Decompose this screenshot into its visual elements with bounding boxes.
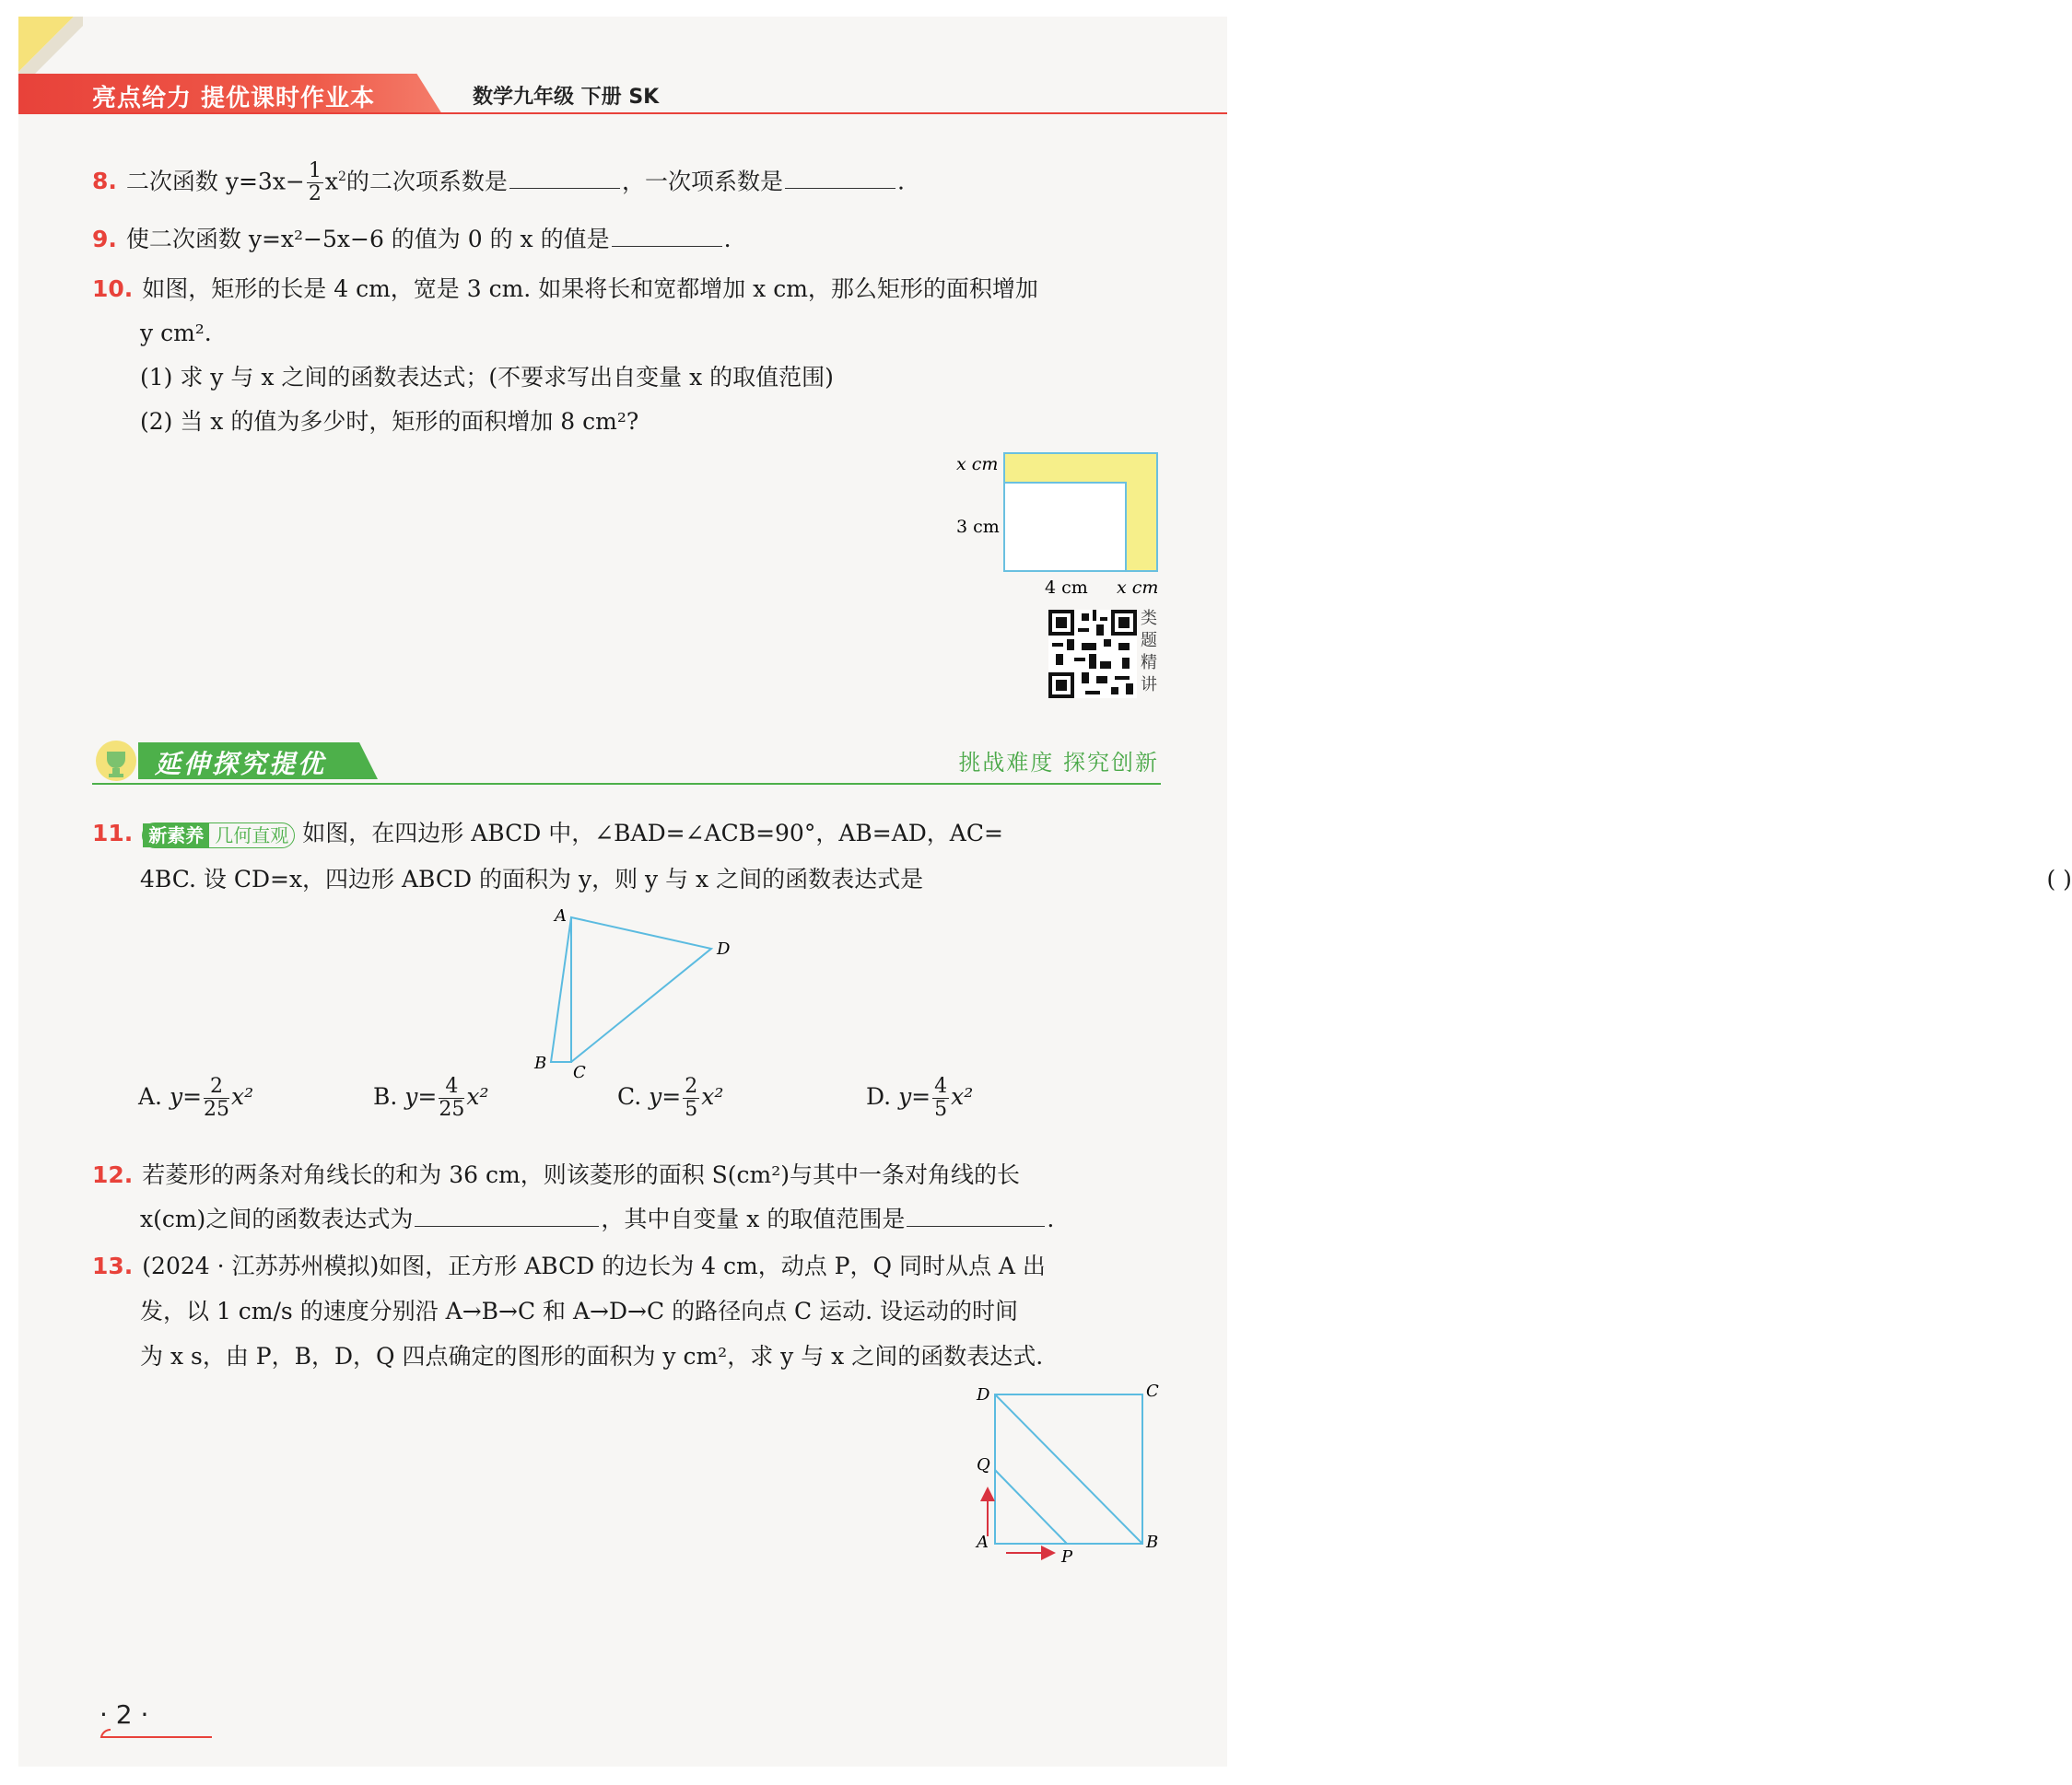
choice-D[interactable]: D. y= $\frac{4}{5}$ x² [866,1075,974,1121]
q11-answer-paren[interactable]: ( ) [2046,866,2072,892]
q8-text-a: 二次函数 y=3x− [125,168,305,195]
q10-label-xcm-right: x cm [1117,578,1159,598]
q13-point-B: B [1146,1533,1159,1552]
question-11 [92,811,2072,903]
q9-end: . [723,226,732,252]
q12-blank-1[interactable] [415,1202,599,1227]
q13-point-D: D [977,1385,990,1405]
q10-sub1: (1) 求 y 与 x 之间的函数表达式；(不要求写出自变量 x 的取值范围) [140,364,834,391]
q12-line2: x(cm)之间的函数表达式为 ，其中自变量 x 的取值范围是 . [92,1197,1054,1242]
question-number: 10. [92,275,134,302]
q8-text-b: x [324,168,338,195]
question-13 [92,1243,1046,1379]
q13-line3: 为 x s，由 P，B，D，Q 四点确定的图形的面积为 y cm²，求 y 与 x 之间的函数表达式. [140,1343,1044,1370]
q13-line2: 发，以 1 cm/s 的速度分别沿 A→B→C 和 A→D→C 的路径向点 C 运动. 设运动的时间 [140,1298,1018,1324]
q11-point-C: C [573,1063,586,1082]
choice-A[interactable]: A. y= $\frac{2}{25}$ x² [138,1075,254,1121]
question-number: 13. [92,1253,134,1279]
literacy-tag [142,822,295,848]
choice-B[interactable]: B. y= $\frac{4}{25}$ x² [373,1075,489,1121]
q10-original-rect [1004,483,1126,571]
tag-label: 新素养 [143,823,209,847]
q12-line1: 若菱形的两条对角线长的和为 36 cm，则该菱形的面积 S(cm²)与其中一条对角线的长 [142,1161,1021,1188]
qr-code-caption: 类题精讲 [1141,609,1157,694]
q13-point-C: C [1146,1382,1159,1401]
q8-text-c: 的二次项系数是 [345,168,508,195]
q10-rectangle-figure [949,442,1188,599]
choice-C[interactable]: C. y= $\frac{2}{5}$ x² [617,1075,724,1121]
q8-frac-num: 1 [308,159,322,183]
page-number: · 2 · [100,1699,149,1730]
question-number: 9. [92,226,117,252]
q13-point-A: A [977,1533,989,1552]
header-divider [18,112,1227,114]
q8-blank-2[interactable] [785,164,896,189]
section-title: 延伸探究提优 [155,749,327,779]
q9-text: 使二次函数 y=x²−5x−6 的值为 0 的 x 的值是 [125,226,610,252]
q11-line1: 如图，在四边形 ABCD 中，∠BAD=∠ACB=90°，AB=AD，AC= [302,820,1003,846]
page-corner-decoration [18,17,83,81]
section-divider [92,783,1161,785]
q10-sub2: (2) 当 x 的值为多少时，矩形的面积增加 8 cm²? [140,408,639,435]
question-number: 11. [92,820,134,846]
q10-label-3cm: 3 cm [956,517,1000,537]
q13-point-P: P [1061,1547,1073,1567]
q10-line1: 如图，矩形的长是 4 cm，宽是 3 cm. 如果将长和宽都增加 x cm，那么矩形的面积增加 [142,275,1038,302]
q8-text-d: ，一次项系数是 [621,168,783,195]
q8-end: . [896,168,905,195]
q9-blank[interactable] [612,222,722,247]
q11-point-D: D [717,939,731,959]
q10-label-xcm-top: x cm [956,454,999,474]
q13-square-figure [967,1378,1170,1571]
q12-blank-2[interactable] [907,1202,1045,1227]
q11-quadrilateral-figure [516,903,746,1082]
question-number: 8. [92,168,117,195]
q11-line2: 4BC. 设 CD=x，四边形 ABCD 的面积为 y，则 y 与 x 之间的函数表达式是 ( ) [92,857,1003,903]
question-9 [92,221,732,258]
question-10 [92,267,1038,444]
header-book-title: 数学九年级 下册 SK [473,86,660,109]
question-8: 8. 二次函数 y=3x− $\frac{1}{2}$ $x^2$的二次项系数是 ，一次项系数是 . [92,159,905,206]
q13-point-Q: Q [977,1455,990,1475]
q13-line1: (2024 · 江苏苏州模拟)如图，正方形 ABCD 的边长为 4 cm，动点 P，Q 同时从点 A 出 [142,1253,1046,1279]
q8-frac-den: 2 [308,182,322,206]
q8-blank-1[interactable] [509,164,620,189]
q10-line2: y cm². [140,320,212,346]
q10-label-4cm: 4 cm [1045,578,1088,598]
header-series-title: 亮点给力 提优课时作业本 [92,85,376,112]
question-12 [92,1153,1054,1242]
q11-point-A: A [555,906,567,926]
question-number: 12. [92,1161,134,1188]
section-slogan: 挑战难度 探究创新 [958,750,1159,776]
q8-fraction [307,160,323,205]
qr-code[interactable] [1048,610,1137,698]
q11-point-B: B [534,1054,547,1073]
tag-sublabel: 几何直观 [215,823,289,846]
